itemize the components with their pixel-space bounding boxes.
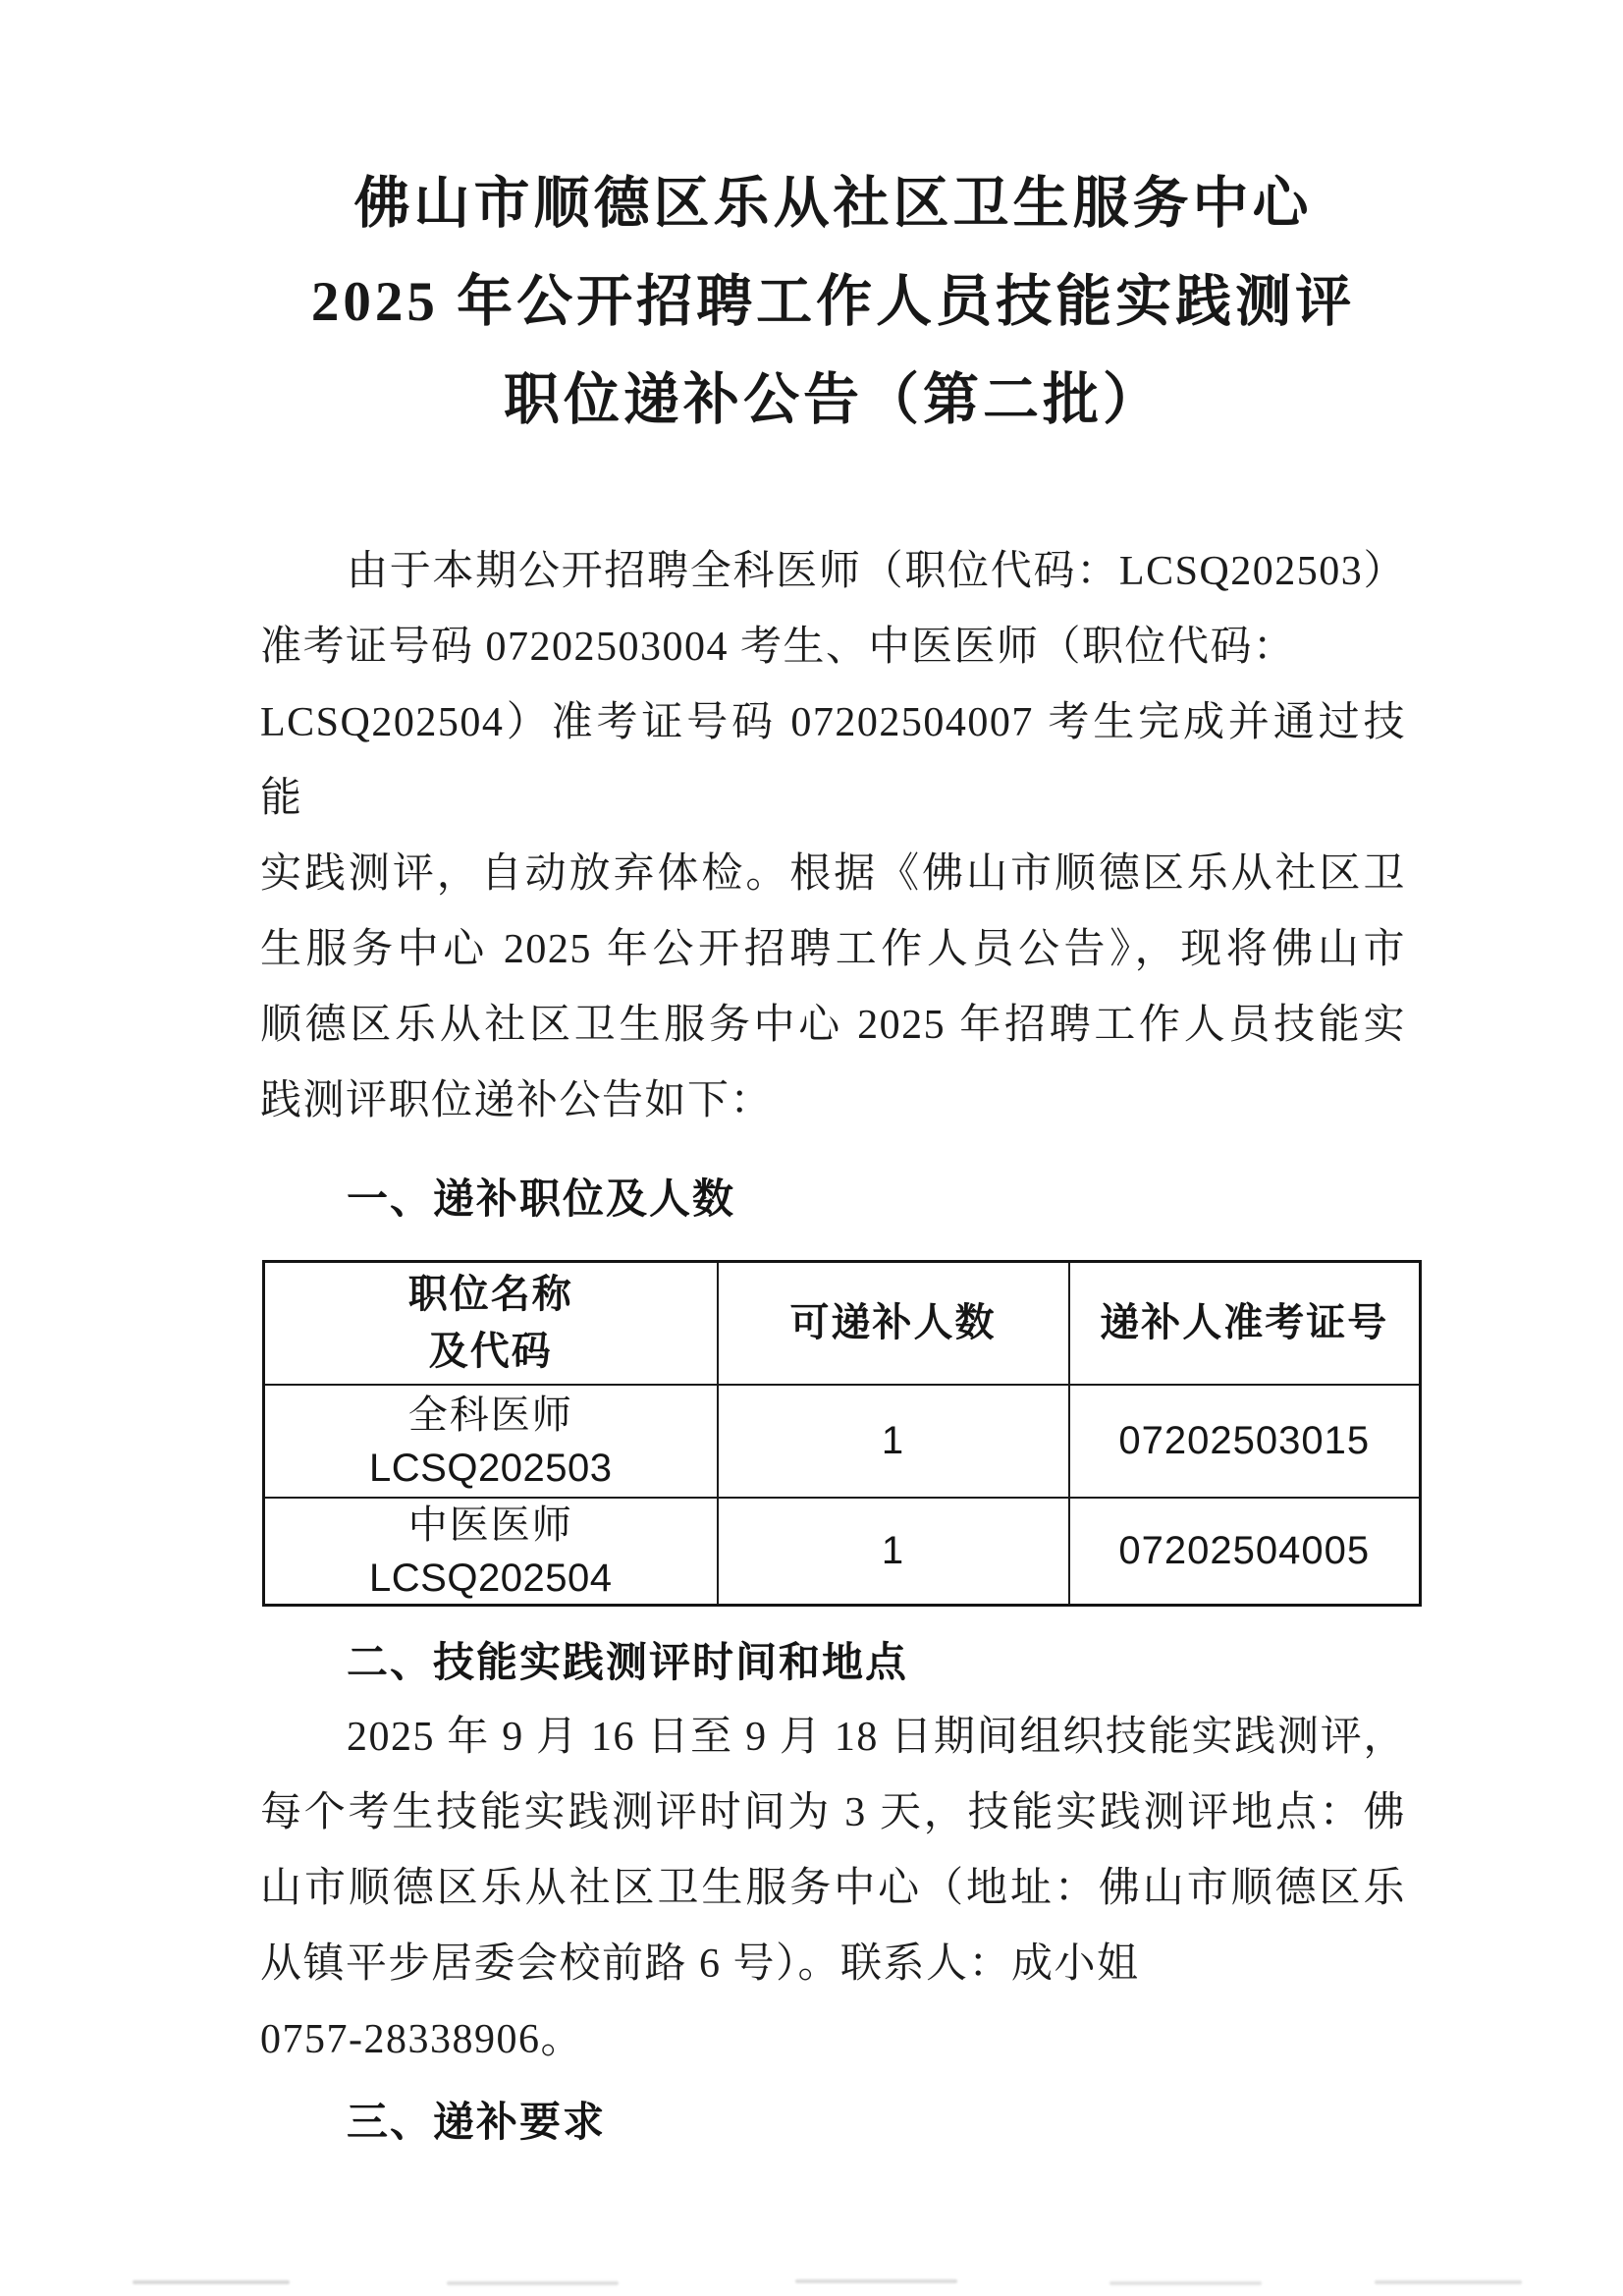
position-code: LCSQ202503 [369, 1446, 613, 1490]
body-line: 顺德区乐从社区卫生服务中心 2025 年招聘工作人员技能实 [260, 1003, 1406, 1048]
cell-position [264, 1498, 718, 1606]
body-line: 实践测评，自动放弃体检。根据《佛山市顺德区乐从社区卫 [260, 851, 1406, 897]
body-line: 每个考生技能实践测评时间为 3 天，技能实践测评地点：佛 [260, 1790, 1406, 1835]
position-name: 全科医师 [407, 1393, 573, 1437]
intro-paragraph [260, 534, 1406, 1139]
cell-ticket [1069, 1385, 1421, 1498]
section3-heading: 三、递补要求 [347, 2099, 607, 2145]
section1-heading: 一、递补职位及人数 [347, 1175, 736, 1222]
header-count-label: 可递补人数 [789, 1301, 997, 1345]
body-line: 2025 年 9 月 16 日至 9 月 18 日期间组织技能实践测评， [347, 1715, 1406, 1760]
body-line: LCSQ202504）准考证号码 07202504007 考生完成并通过技能 [260, 700, 1406, 821]
table-row [264, 1498, 1421, 1606]
header-position-line2: 及代码 [428, 1330, 553, 1374]
section2-heading: 二、技能实践测评时间和地点 [347, 1639, 909, 1685]
header-ticket-label: 递补人准考证号 [1100, 1301, 1389, 1345]
ticket-value: 07202504005 [1118, 1528, 1371, 1572]
body-line: 由于本期公开招聘全科医师（职位代码：LCSQ202503） [347, 549, 1406, 594]
body-line: 践测评职位递补公告如下： [260, 1078, 774, 1123]
table-header-row [264, 1262, 1421, 1385]
cut-off-line-fragment [133, 2280, 290, 2284]
vacancy-table [262, 1260, 1422, 1607]
body-line: 准考证号码 07202503004 考生、中医医师（职位代码： [260, 625, 1296, 670]
count-value: 1 [881, 1418, 905, 1462]
header-cell-ticket [1069, 1262, 1421, 1385]
position-code: LCSQ202504 [369, 1556, 613, 1600]
section2-paragraph [260, 1700, 1406, 2078]
header-cell-count [718, 1262, 1069, 1385]
title-line-3: 职位递补公告（第二批） [504, 369, 1163, 431]
ticket-value: 07202503015 [1118, 1418, 1371, 1462]
title-line-2: 2025 年公开招聘工作人员技能实践测评 [310, 271, 1356, 333]
body-line: 从镇平步居委会校前路 6 号）。联系人：成小姐 [260, 1941, 1140, 1987]
title-line-1: 佛山市顺德区乐从社区卫生服务中心 [353, 173, 1313, 235]
position-name: 中医医师 [407, 1503, 573, 1547]
count-value: 1 [881, 1528, 905, 1572]
body-line: 生服务中心 2025 年公开招聘工作人员公告》，现将佛山市 [260, 927, 1406, 972]
document-content [260, 0, 1406, 2159]
header-cell-position [264, 1262, 718, 1385]
cut-off-line-fragment [1109, 2281, 1262, 2285]
body-line: 0757-28338906。 [260, 2017, 583, 2062]
cell-count [718, 1498, 1069, 1606]
cell-ticket [1069, 1498, 1421, 1606]
cut-off-line-fragment [447, 2281, 619, 2285]
cut-off-line-fragment [795, 2279, 957, 2283]
table-row [264, 1385, 1421, 1498]
document-title [260, 0, 1406, 450]
body-line: 山市顺德区乐从社区卫生服务中心（地址：佛山市顺德区乐 [260, 1866, 1406, 1911]
header-position-line1: 职位名称 [407, 1273, 573, 1317]
cut-off-line-fragment [1375, 2280, 1522, 2284]
cell-position [264, 1385, 718, 1498]
cell-count [718, 1385, 1069, 1498]
